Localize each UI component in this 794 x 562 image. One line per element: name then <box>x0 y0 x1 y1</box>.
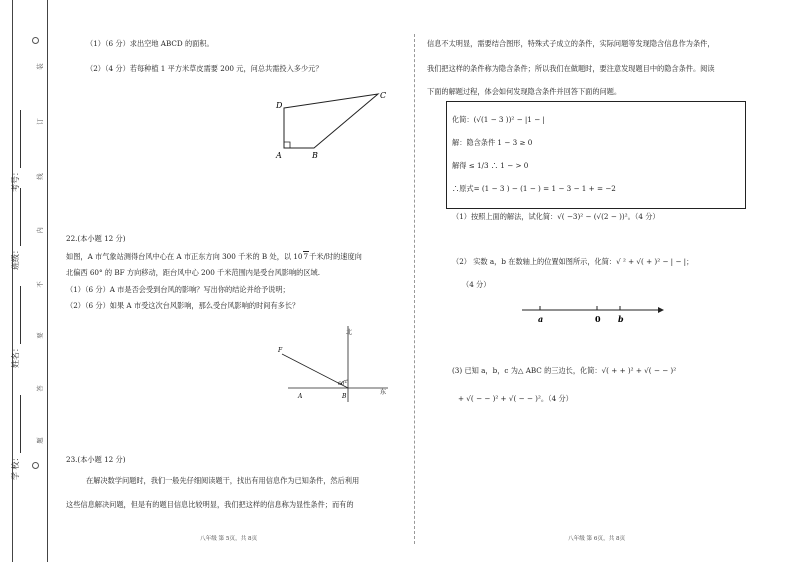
q23-part3: (3) 已知 a，b，c 为△ ABC 的三边长，化简：√( + + )² + √( − − )² <box>452 366 677 375</box>
class-field[interactable]: 班级： <box>10 188 21 270</box>
label-b-line: b <box>618 314 624 324</box>
cut-char: 内 <box>35 227 44 234</box>
example-step2: 解得 ≤ 1/3 ∴ 1 − > 0 <box>452 161 529 170</box>
north-label: 北 <box>346 329 353 336</box>
arrow-icon <box>658 307 664 313</box>
example-result: ∴原式= (1 − 3 ) − (1 − ) = 1 − 3 − 1 + = −2 <box>452 184 616 193</box>
binding-inner-line <box>47 0 48 562</box>
q23-part2: （2） 实数 a，b 在数轴上的位置如图所示，化简：√ ² + √( + )² − | − |； <box>452 257 694 266</box>
part3-expression-b: + √( − − )² + √( − − )² <box>458 394 541 403</box>
cut-char: 不 <box>35 281 44 288</box>
q23-part1: （1）按照上面的解法，试化简：√( −3)² − (√(2 − ))²。（4 分） <box>452 212 660 221</box>
example-step1: 解：隐含条件 1 − 3 ≥ 0 <box>452 138 533 147</box>
label-f: F <box>278 347 283 354</box>
label-d: D <box>276 101 283 110</box>
angle-label: 60° <box>338 381 347 387</box>
q23-text-line5: 下面的解题过程，体会如何发现隐含条件并回答下面的问题。 <box>427 87 622 96</box>
cut-char: 线 <box>35 173 44 180</box>
name-field[interactable]: 姓名： <box>10 286 21 368</box>
q21-part1: （1）（6 分）求出空地 ABCD 的面积。 <box>86 39 214 48</box>
label-c: C <box>380 91 387 100</box>
example-problem: 化简：(√(1 − 3 ))² − |1 − | <box>452 115 545 124</box>
q22-part1: （1）（6 分）A 市是否会受到台风的影响？写出你的结论并给予说明； <box>66 285 290 294</box>
label-a-map: A <box>298 393 303 400</box>
school-field[interactable]: 学 校： <box>10 395 21 480</box>
q22-part2: （2）（6 分）如果 A 市受这次台风影响，那么受台风影响的时间有多长？ <box>66 301 300 310</box>
cut-char: 答 <box>35 385 44 392</box>
label-a: A <box>276 151 282 160</box>
binding-hole <box>32 37 39 44</box>
cut-char: 题 <box>35 437 44 444</box>
part2-expression: √ ² + √( + )² − | − | <box>616 257 687 266</box>
quadrilateral-figure <box>270 86 400 166</box>
q23-part2-score: （4 分） <box>462 280 491 289</box>
q23-text-line1: 在解决数学问题时，我们一般先仔细阅读题干，找出有用信息作为已知条件，然后利用 <box>86 476 360 485</box>
label-b: B <box>312 151 318 160</box>
q23-text-line4: 我们把这样的条件称为隐含条件；所以我们在做题时，要注意发现题目中的隐含条件。阅读 <box>427 64 715 73</box>
label-zero: 0 <box>595 314 601 324</box>
right-angle-mark <box>284 142 290 148</box>
q23-text-line2: 这些信息解决问题，但是有的题目信息比较明显，我们把这样的信息称为显性条件；而有的 <box>66 500 354 509</box>
q22-title: 22.(本小题 12 分) <box>66 234 126 243</box>
binding-hole <box>32 462 39 469</box>
number-line-figure <box>518 300 668 326</box>
q22-text-line1: 如图，A 市气象站测得台风中心在 A 市正东方向 300 千米的 B 处，以 107千米/时的速度向 <box>66 252 362 261</box>
q22-text-line2: 北偏西 60° 的 BF 方向移动，距台风中心 200 千米范围内是受台风影响的区域. <box>66 268 320 277</box>
part1-expression: √( −3)² − (√(2 − ))² <box>557 212 628 221</box>
column-divider <box>414 34 415 544</box>
exam-number-field[interactable]: 考号： <box>10 110 21 192</box>
example-solution-box <box>446 101 746 209</box>
q23-title: 23.(本小题 12 分) <box>66 455 126 464</box>
cut-char: 订 <box>35 118 44 125</box>
label-a-line: a <box>538 314 544 324</box>
q23-text-line3: 信息不太明显，需要结合图形，特殊式子成立的条件，实际问题等发现隐含信息作为条件， <box>427 39 715 48</box>
quadrilateral-abcd <box>284 94 378 148</box>
cut-char: 要 <box>35 332 44 339</box>
east-label: 东 <box>380 389 387 396</box>
page-footer-right: 八年级 第 6页，共 8页 <box>568 536 626 542</box>
sqrt-seven: 7 <box>303 252 309 261</box>
part3-expression-a: √( + + )² + √( − − )² <box>601 366 677 375</box>
typhoon-map-figure <box>276 322 396 404</box>
cut-char: 装 <box>35 63 44 70</box>
label-b-map: B <box>342 393 347 400</box>
q23-part3-cont: + √( − − )² + √( − − )²。（4 分） <box>458 394 573 403</box>
q21-part2: （2）（4 分）若每种植 1 平方米草皮需要 200 元，问总共需投入多少元？ <box>86 64 323 73</box>
page-footer-left: 八年级 第 5页，共 8页 <box>200 536 258 542</box>
